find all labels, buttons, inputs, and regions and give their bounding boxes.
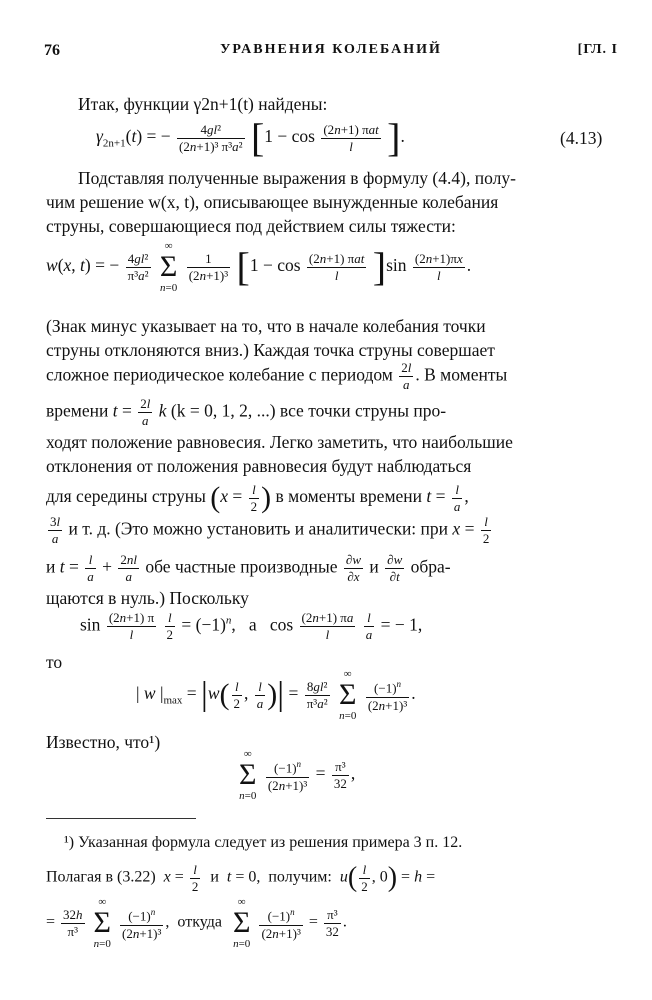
text-span: . В моменты [415,364,508,385]
text-span: в моменты времени [275,486,423,507]
text-span: (k = 0, 1, 2, ...) все точки струны про- [170,400,447,421]
text-span: обе частные производные [145,556,338,577]
wmax-equation: | w $|_{max} = |w$( $\frac{l}{2}$ , $\frac{l}{a}$ )| = $\frac{\text{8gl²}}{\text{π³a²}}$ ∞ Σ n=0 $\frac{(-1)^n}{\text{(2n+1)³}}$ . [136,668,416,722]
paragraph-line: то [46,652,63,672]
paragraph-line: струны отклоняются вниз.) Каждая точка струны совершает [46,340,495,360]
footnote-rule [46,818,196,819]
running-title: УРАВНЕНИЯ КОЛЕБАНИЙ [220,42,442,57]
paragraph-line: Подставляя полученные выражения в формулу (4.4), полу- [78,168,516,188]
series-equation: ∞ Σ n=0 $\frac{(-1)^n}{\text{(2n+1)³}}$ = $\frac{\text{π³}}{32}$ , [239,748,356,802]
paragraph-line: отклонения от положения равновесия будут наблюдаться [46,456,472,476]
page-number: 76 [44,42,60,59]
text-span: и т. д. (Это можно установить и аналитически: при [68,518,449,539]
text-span: сложное периодическое колебание с периодом [46,364,393,385]
intro-line: Итак, функции γ2n+1(t) найдены: [78,94,328,114]
text-span: обра- [410,556,451,577]
text-span: Полагая в (3.22) [46,868,156,886]
paragraph-line: времени t = $\frac{2l}{a}$ k (k = 0, 1, 2, ...) все точки струны про- [46,396,447,428]
paragraph-line: ходят положение равновесия. Легко заметить, что наибольшие [46,432,513,452]
footnote-line: Полагая в (3.22) x = $\frac{l}{2}$ и t = 0, получим: u( $\frac{l}{2}$ , 0) = h = [46,861,436,894]
text-span: откуда [177,913,222,931]
paragraph-line: струны, совершающиеся под действием силы тяжести: [46,216,456,236]
paragraph-line: чим решение w(x, t), описывающее вынужденные колебания [46,192,499,212]
text-span: для середины струны [46,486,206,507]
text-span: времени [46,400,109,421]
paragraph-line: щаются в нуль.) Поскольку [46,588,249,608]
footnote-line: ¹) Указанная формула следует из решения примера 3 п. 12. [64,834,463,851]
footnote-line: = $\frac{32h}{\text{π³}}$ ∞ Σ n=0 $\frac{(-1)^n}{\text{(2n+1)³}}$ , откуда ∞ Σ n=0 $\frac{(-1)^n}{\text{(2n+1)³}}$ = $\frac{\text{π³}}{32}$ . [46,896,347,950]
sin-cos-equation: sin $\frac{(2n+1) \pi}{l}$ $\frac{l}{2}$ = $(-1)^n$, а cos $\frac{(2n+1) \pi a}{l}$ $\frac{l}{a}$ = − 1, [80,610,423,642]
paragraph-line: сложное периодическое колебание с периодом $\frac{2l}{a}$ . В моменты [46,360,508,392]
running-header [44,42,618,66]
conjunction: а [248,614,257,635]
paragraph-line: и t = $\frac{l}{a}$ + $\frac{2nl}{a}$ обе частные производные $\frac{\partial w}{\partial x}$ и $\frac{\partial w}{\partial t}$ обра- [46,552,451,584]
paragraph-line: (Знак минус указывает на то, что в начале колебания точки [46,316,486,336]
equation-4-13: $\gamma_{2n+1}(t)$ = − $\frac{\text{4gl²}}{\text{(2n+1)³ π³a²}}$ [1 − cos $\frac{\text{(2n+1) πat}}{l}$ ]. [96,115,405,160]
paragraph-line: Известно, что¹) [46,732,161,752]
text-span: получим: [268,868,332,886]
chapter-label: [ГЛ. I [577,42,618,57]
text-span: и [210,868,219,886]
equation-number: (4.13) [560,128,603,148]
paragraph-line: $\frac{3l}{a}$ и т. д. (Это можно установить и аналитически: при x = $\frac{l}{2}$ [50,514,490,546]
solution-equation: w(x, t) = − $\frac{\text{4gl²}}{\text{π³a²}}$ ∞ Σ n=0 $\frac{1}{\text{(2n+1)³}}$ [1 − cos $\frac{\text{(2n+1) πat}}{l}$ ]sin $\frac{(2n+1)\pi x}{l}$ . [46,240,472,294]
paragraph-line: для середины струны (x = $\frac{l}{2}$ ) в моменты времени t = $\frac{l}{a}$ , [46,481,469,514]
